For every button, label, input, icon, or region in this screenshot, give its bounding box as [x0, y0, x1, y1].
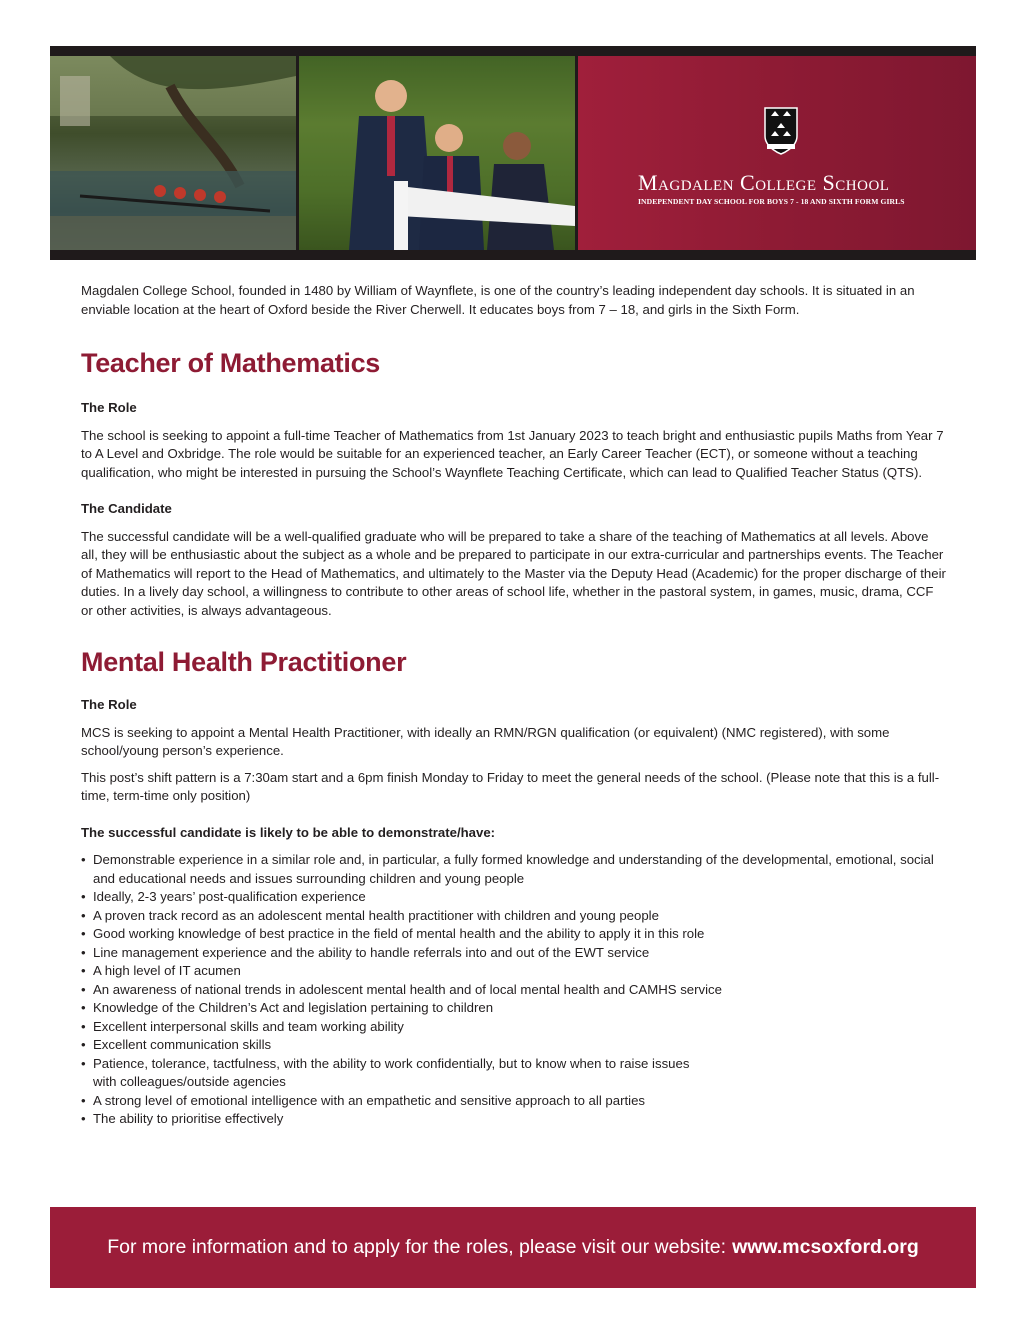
- students-photo: [299, 56, 575, 250]
- list-item: • Line management experience and the ability to handle referrals into and out of the EWT service: [81, 944, 946, 963]
- maths-candidate-text: The successful candidate will be a well-qualified graduate who will be prepared to take a share of the teaching of Mathematics at all levels. Above all, they will be enthusiastic about the subject as a whole and be prepared to participate in our extra-curricular and partnerships events. The Teacher of Mathematics will report to the Head of Mathematics, and ultimately to the Master via the Deputy Head (Academic) for the proper discharge of their duties. In a lively day school, a willingness to contribute to other areas of school life, whether in the pastoral system, in games, music, drama, CCF or other activities, is always advantageous.: [81, 528, 946, 618]
- list-item: • Patience, tolerance, tactfulness, with the ability to work confidentially, but to know when to raise issues with colleagues/outside agencies: [81, 1055, 693, 1092]
- intro-paragraph: Magdalen College School, founded in 1480 by William of Waynflete, is one of the country’s leading independent day schools. It is situated in an enviable location at the heart of Oxford beside the River Cherwell. It educates boys from 7 – 18, and girls in the Sixth Form.: [81, 283, 915, 317]
- list-item: • An awareness of national trends in adolescent mental health and of local mental health and CAMHS service: [81, 981, 946, 1000]
- list-item: • A high level of IT acumen: [81, 962, 946, 981]
- website-link[interactable]: www.mcsoxford.org: [732, 1236, 919, 1258]
- maths-title: Teacher of Mathematics: [81, 348, 380, 378]
- list-item: • A strong level of emotional intelligence with an empathetic and sensitive approach to all parties: [81, 1092, 668, 1111]
- list-item: • Ideally, 2-3 years’ post-qualification experience: [81, 888, 946, 907]
- list-item: • Excellent communication skills: [81, 1036, 946, 1055]
- requirements-list: [81, 851, 946, 1129]
- maths-candidate-heading: The Candidate: [81, 501, 172, 516]
- maths-role-text: The school is seeking to appoint a full-time Teacher of Mathematics from 1st January 2023 to teach bright and enthusiastic pupils Maths from Year 7 to A Level and Oxbridge. The role would be suitable for an experienced teacher, an Early Career Teacher (ECT), or someone without a teaching qualification, who might be interested in pursuing the School’s Waynflete Teaching Certificate, which can lead to Qualified Teacher Status (QTS).: [81, 427, 944, 480]
- rowing-photo: [50, 56, 296, 250]
- footer-text: For more information and to apply for the roles, please visit our website:: [107, 1236, 727, 1258]
- school-tagline: INDEPENDENT DAY SCHOOL FOR BOYS 7 - 18 AND SIXTH FORM GIRLS: [638, 197, 905, 206]
- list-item: • Good working knowledge of best practice in the field of mental health and the ability to apply it in this role: [81, 925, 946, 944]
- school-name: Magdalen College School: [638, 170, 890, 195]
- school-crest-icon: [763, 106, 799, 156]
- footer-banner: [50, 1207, 976, 1288]
- list-item: • The ability to prioritise effectively: [81, 1110, 946, 1129]
- mh-shift-text: This post’s shift pattern is a 7:30am start and a 6pm finish Monday to Friday to meet the general needs of the school. (Please note that this is a full-time, term-time only position): [81, 769, 940, 803]
- header-banner: [50, 46, 976, 260]
- mh-role-heading: The Role: [81, 697, 137, 712]
- list-item: • Excellent interpersonal skills and team working ability: [81, 1018, 946, 1037]
- main-content: [81, 282, 946, 1129]
- maths-role-heading: The Role: [81, 400, 137, 415]
- logo-panel: [578, 56, 976, 250]
- list-item: • A proven track record as an adolescent mental health practitioner with children and young people: [81, 907, 946, 926]
- mental-health-title: Mental Health Practitioner: [81, 647, 407, 677]
- mh-list-heading: The successful candidate is likely to be able to demonstrate/have:: [81, 824, 496, 840]
- list-item: • Knowledge of the Children’s Act and legislation pertaining to children: [81, 999, 946, 1018]
- list-item: • Demonstrable experience in a similar role and, in particular, a fully formed knowledge and understanding of the developmental, emotional, social and educational needs and issues surrounding children and young people: [81, 851, 946, 888]
- mh-role-text: MCS is seeking to appoint a Mental Health Practitioner, with ideally an RMN/RGN qualification (or equivalent) (NMC registered), with some school/young person’s experience.: [81, 724, 890, 758]
